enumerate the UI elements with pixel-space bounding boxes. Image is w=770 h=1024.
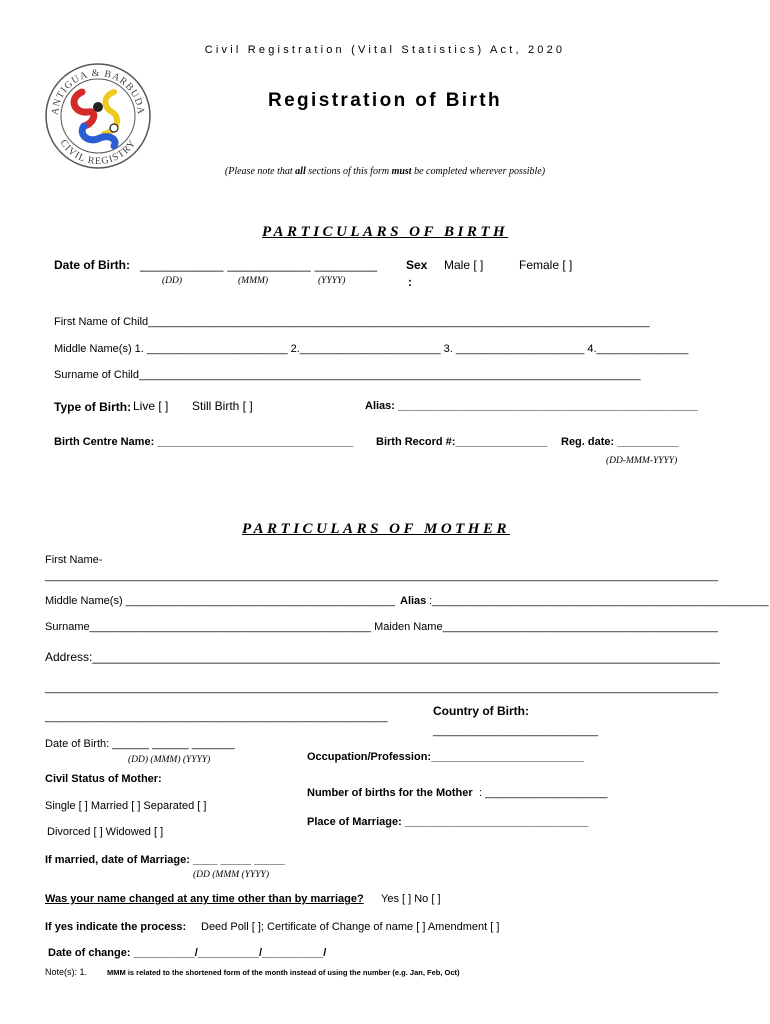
sex-colon: : bbox=[408, 275, 412, 289]
mother-first-name-field[interactable]: ______________________________________________________________________________________________________________ bbox=[45, 570, 718, 582]
civil-registry-seal bbox=[44, 62, 152, 170]
child-surname-field[interactable]: Surname of Child__________________________________________________________________________________ bbox=[54, 369, 641, 381]
name-changed-question: Was your name changed at any time other than by marriage? bbox=[45, 893, 364, 905]
sex-label: Sex bbox=[406, 258, 428, 272]
page-title: Registration of Birth bbox=[267, 90, 503, 111]
mother-alias-label: Alias bbox=[400, 595, 427, 607]
mother-dob-sub: (DD) (MMM) (YYYY) bbox=[128, 755, 211, 765]
birth-centre-field[interactable]: Birth Centre Name: ________________________________ bbox=[54, 436, 354, 448]
mother-address-line3[interactable]: ________________________________________________________ bbox=[45, 711, 388, 723]
svg-text:CIVIL REGISTRY: CIVIL REGISTRY bbox=[57, 137, 139, 168]
mother-address-line2[interactable]: ______________________________________________________________________________________________________________ bbox=[45, 682, 718, 694]
child-first-name-field[interactable]: First Name of Child__________________________________________________________________________________ bbox=[54, 316, 650, 328]
female-checkbox[interactable]: Female [ ] bbox=[519, 258, 573, 272]
type-of-birth-label: Type of Birth: bbox=[54, 400, 132, 414]
section-heading-mother: PARTICULARS OF MOTHER bbox=[242, 521, 510, 537]
svg-text:ANTIGUA & BARBUDA: ANTIGUA & BARBUDA bbox=[49, 67, 147, 116]
mother-surname-maiden-field[interactable]: Surname______________________________________________ Maiden Name_____________________________________________ bbox=[45, 621, 718, 633]
child-middle-names-field[interactable]: Middle Name(s) 1. _______________________ 2._______________________ 3. _____________________ 4._______________ bbox=[54, 343, 689, 355]
mother-middle-names-field[interactable]: Middle Name(s) ____________________________________________ bbox=[45, 595, 395, 607]
number-of-births-field[interactable]: : ____________________ bbox=[479, 787, 608, 799]
date-of-change-field[interactable]: Date of change: __________/__________/__________/ bbox=[48, 947, 327, 959]
civil-status-options-1[interactable]: Single [ ] Married [ ] Separated [ ] bbox=[45, 800, 207, 812]
marriage-date-sub: (DD (MMM (YYYY) bbox=[193, 870, 269, 880]
process-label: If yes indicate the process: bbox=[45, 921, 187, 933]
process-options[interactable]: Deed Poll [ ]; Certificate of Change of name [ ] Amendment [ ] bbox=[201, 921, 500, 933]
dob-sub-dd: (DD) bbox=[162, 276, 183, 286]
marriage-date-field[interactable]: If married, date of Marriage: ____ _____ _____ bbox=[45, 854, 285, 866]
reg-date-field[interactable]: Reg. date: __________ bbox=[561, 436, 679, 448]
completion-note: (Please note that all sections of this form must be completed wherever possible) bbox=[224, 166, 546, 177]
country-of-birth-label: Country of Birth: bbox=[433, 704, 529, 718]
still-birth-checkbox[interactable]: Still Birth [ ] bbox=[192, 399, 253, 413]
section-heading-birth: PARTICULARS OF BIRTH bbox=[262, 224, 509, 240]
mother-alias-field[interactable]: :_______________________________________________________ bbox=[429, 595, 769, 607]
birth-record-field[interactable]: Birth Record #:_______________ bbox=[376, 436, 548, 448]
mother-address-field[interactable]: Address:______________________________________________________________________________________________ bbox=[45, 650, 720, 664]
live-birth-checkbox[interactable]: Live [ ] bbox=[133, 399, 169, 413]
number-of-births-label: Number of births for the Mother bbox=[307, 787, 473, 799]
footnote-text: MMM is related to the shortened form of the month instead of using the number (e.g. Jan, Feb, Oct) bbox=[107, 968, 460, 977]
civil-status-label: Civil Status of Mother: bbox=[45, 773, 162, 785]
reg-date-sub: (DD-MMM-YYYY) bbox=[606, 456, 678, 466]
country-of-birth-field[interactable]: ___________________________ bbox=[433, 725, 599, 737]
name-changed-yes-no[interactable]: Yes [ ] No [ ] bbox=[381, 893, 441, 905]
occupation-field[interactable]: Occupation/Profession:_________________________ bbox=[307, 751, 585, 763]
child-alias-field[interactable]: Alias: _________________________________________________ bbox=[365, 400, 698, 412]
dob-sub-yyyy: (YYYY) bbox=[318, 276, 346, 286]
dob-sub-mmm: (MMM) bbox=[238, 276, 269, 286]
footnote-label: Note(s): 1. bbox=[45, 967, 88, 977]
act-title: Civil Registration (Vital Statistics) Act, 2020 bbox=[204, 44, 566, 56]
dob-fields[interactable]: ____________ ____________ _________ bbox=[140, 258, 378, 272]
mother-first-name-label: First Name- bbox=[45, 554, 103, 566]
dob-label: Date of Birth: bbox=[54, 258, 130, 272]
place-of-marriage-field[interactable]: Place of Marriage: ______________________________ bbox=[307, 816, 589, 828]
male-checkbox[interactable]: Male [ ] bbox=[444, 258, 484, 272]
civil-status-options-2[interactable]: Divorced [ ] Widowed [ ] bbox=[47, 826, 164, 838]
mother-dob-field[interactable]: Date of Birth: ______ ______ _______ bbox=[45, 738, 235, 750]
